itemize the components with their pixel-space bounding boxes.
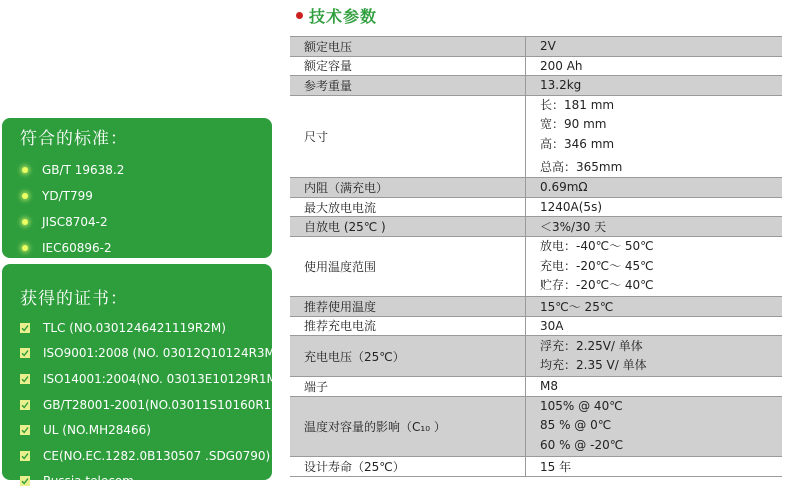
spec-key: 推荐充电电流 [290, 316, 526, 336]
certificate-item [20, 443, 272, 469]
standard-label: GB/T 19638.2 [42, 163, 125, 177]
spec-key: 设计寿命（25℃） [290, 456, 526, 476]
spec-key: 额定电压 [290, 37, 526, 57]
certificate-item [20, 417, 272, 443]
certificate-label: Russia telecom [43, 474, 134, 489]
bullet-dot-icon [296, 12, 303, 19]
spec-value: 总高：365mm [540, 159, 623, 174]
spec-key: 推荐使用温度 [290, 296, 526, 316]
certificate-label: UL (NO.MH28466) [43, 423, 151, 438]
standard-label: IEC60896-2 [42, 241, 112, 255]
spec-value: 15 年 [526, 456, 783, 476]
spec-key: 尺寸 [290, 95, 526, 177]
checkbox-check-icon [20, 476, 30, 486]
table-row [290, 178, 782, 198]
spec-key: 充电电压（25℃） [290, 336, 526, 377]
checkbox-check-icon [20, 323, 30, 333]
standards-title: 符合的标准： [20, 129, 128, 149]
spec-key: 端子 [290, 377, 526, 397]
checkbox-check-icon [20, 425, 30, 435]
spec-value: 贮存：-20℃～ 40℃ [540, 278, 654, 293]
table-row [290, 336, 782, 377]
standard-item [20, 183, 272, 209]
spec-value: M8 [526, 377, 783, 397]
table-row [290, 217, 782, 237]
spec-table [290, 36, 782, 477]
spec-value-group [526, 396, 783, 456]
table-row [290, 197, 782, 217]
spec-value: 105% @ 40℃ [540, 398, 623, 413]
spec-key: 使用温度范围 [290, 236, 526, 296]
certificates-panel [2, 264, 287, 489]
certificate-item [20, 315, 272, 341]
spec-key: 温度对容量的影响（C₁₀ ） [290, 396, 526, 456]
spec-value: 1240A(5s) [526, 197, 783, 217]
certificate-label: GB/T28001-2001(NO.03011S10160R1M) [43, 397, 287, 412]
bullet-dot-icon [22, 245, 28, 251]
standard-label: JISC8704-2 [42, 215, 108, 229]
spec-value: 15℃～ 25℃ [526, 296, 783, 316]
certificate-label: TLC (NO.0301246421119R2M) [43, 320, 226, 335]
table-row [290, 377, 782, 397]
spec-key: 最大放电电流 [290, 197, 526, 217]
spec-value: 浮充：2.25V/ 单体 [540, 338, 643, 353]
spec-value: 均充：2.35 V/ 单体 [540, 358, 647, 373]
table-row [290, 56, 782, 76]
certificate-label: ISO9001:2008 (NO. 03012Q10124R3M) [43, 346, 280, 361]
spec-key: 内阻（满充电） [290, 178, 526, 198]
certificate-item [20, 392, 287, 418]
standard-item [20, 235, 272, 261]
spec-value-group [526, 236, 783, 296]
standard-label: YD/T799 [42, 189, 93, 203]
checkbox-check-icon [20, 451, 30, 461]
spec-value: 60 % @ -20℃ [540, 438, 624, 453]
spec-value: 200 Ah [526, 56, 783, 76]
bullet-dot-icon [22, 219, 28, 225]
section-title: 技术参数 [309, 7, 378, 26]
table-row [290, 296, 782, 316]
checkbox-check-icon [20, 374, 30, 384]
spec-value: 高：346 mm [540, 136, 615, 151]
section-heading [296, 4, 377, 27]
bullet-dot-icon [22, 167, 28, 173]
spec-key: 参考重量 [290, 76, 526, 96]
spec-value-group [526, 336, 783, 377]
certificate-label: ISO14001:2004(NO. 03013E10129R1M) [43, 371, 282, 386]
spec-value-group [526, 95, 783, 177]
spec-value: 放电：-40℃～ 50℃ [540, 239, 654, 254]
certificate-item [20, 366, 282, 392]
table-row [290, 76, 782, 96]
spec-value: 2V [526, 37, 783, 57]
certificates-title: 获得的证书： [20, 289, 128, 309]
spec-value: 充电：-20℃～ 45℃ [540, 258, 654, 273]
spec-value: 30A [526, 316, 783, 336]
table-row [290, 95, 782, 177]
certificate-label: CE(NO.EC.1282.0B130507 .SDG0790) [43, 448, 271, 463]
checkbox-check-icon [20, 400, 30, 410]
spec-key: 额定容量 [290, 56, 526, 76]
standard-item [20, 157, 272, 183]
spec-value: 13.2kg [526, 76, 783, 96]
spec-value: 0.69mΩ [526, 178, 783, 198]
standard-item [20, 209, 272, 235]
standards-panel [2, 118, 272, 258]
table-row [290, 37, 782, 57]
spec-value: 85 % @ 0℃ [540, 418, 612, 433]
bullet-dot-icon [22, 193, 28, 199]
table-row [290, 456, 782, 476]
spec-value: 长：181 mm [540, 97, 615, 112]
table-row [290, 316, 782, 336]
spec-value: ＜3%/30 天 [526, 217, 783, 237]
spec-value: 宽：90 mm [540, 117, 607, 132]
spec-key: 自放电 (25℃ ) [290, 217, 526, 237]
certificate-item [20, 469, 272, 494]
certificate-item [20, 341, 280, 367]
table-row [290, 396, 782, 456]
table-row [290, 236, 782, 296]
checkbox-check-icon [20, 348, 30, 358]
